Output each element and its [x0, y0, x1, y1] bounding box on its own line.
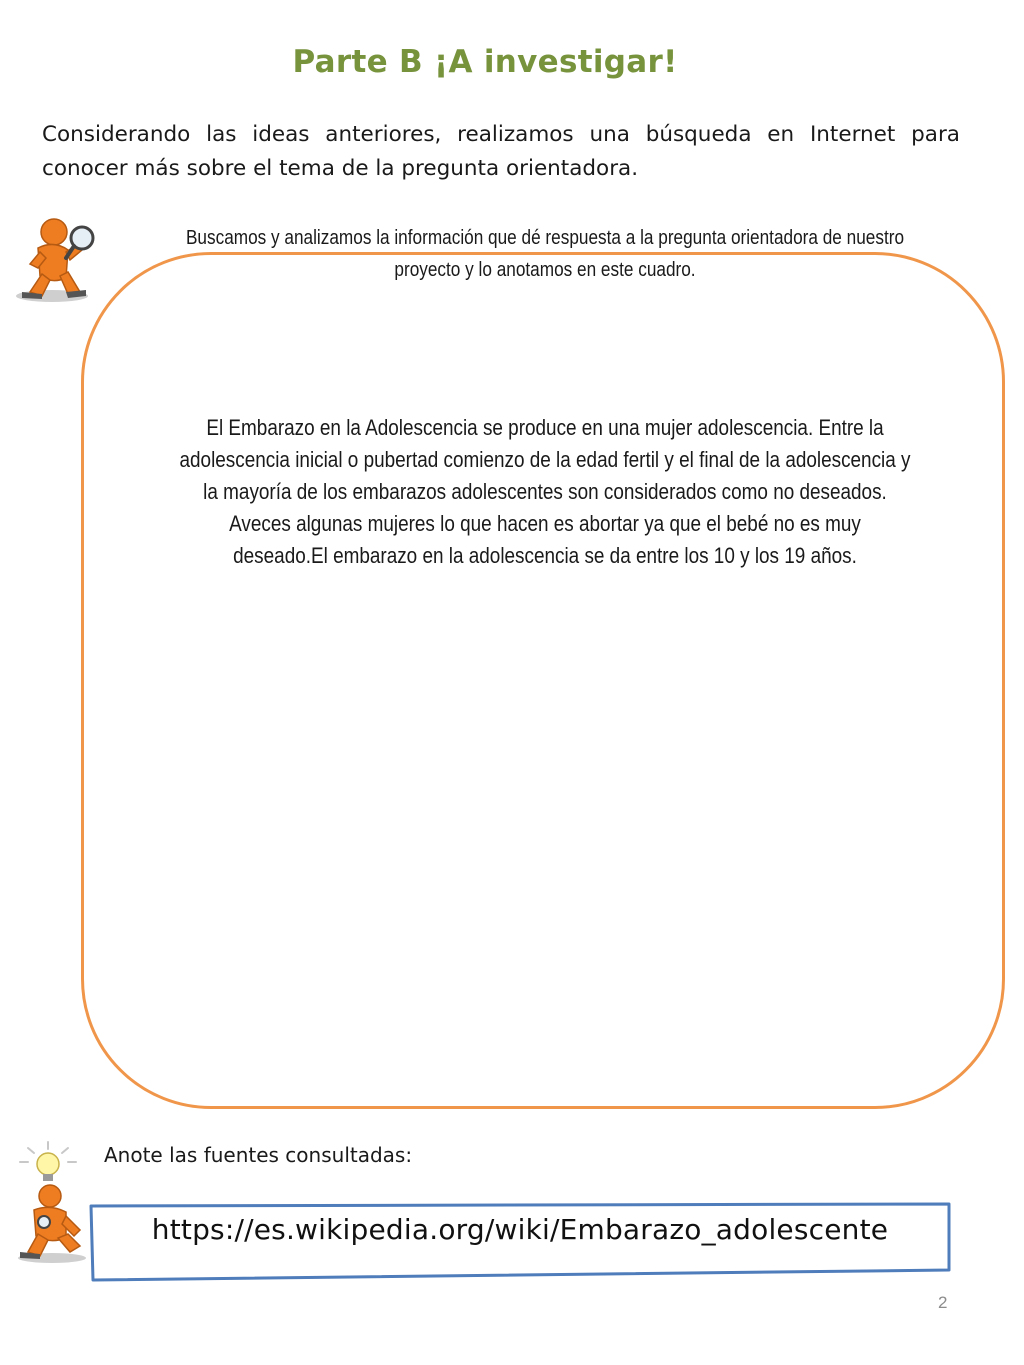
answer-text: El Embarazo en la Adolescencia se produce en una mujer adolescencia. Entre la adolescencia inicial o pubertad comienzo de la edad fertil y el final de la adolescencia y la mayoría de los embarazos adolescentes son considerados como no deseados. Aveces algunas mujeres lo que hacen es abortar ya que el bebé no es muy deseado.El embarazo en la adolescencia se da entre los 10 y los 19 años. — [179, 415, 911, 568]
magnifying-glass-figure-icon — [8, 208, 100, 304]
page-title: Parte B ¡A investigar! — [292, 44, 678, 80]
instruction-text: Buscamos y analizamos la información que dé respuesta a la pregunta orientadora de nuestro proyecto y lo anotamos en este cuadro. — [185, 227, 905, 281]
lightbulb-figure-icon — [10, 1140, 100, 1265]
intro-paragraph: Considerando las ideas anteriores, realizamos una búsqueda en Internet para conocer más sobre el tema de la pregunta orientadora. — [42, 122, 960, 181]
answer-box — [81, 252, 1005, 1109]
source-link[interactable]: https://es.wikipedia.org/wiki/Embarazo_adolescente — [151, 1213, 889, 1246]
page-number: 2 — [938, 1293, 948, 1312]
sources-label: Anote las fuentes consultadas: — [104, 1143, 413, 1167]
